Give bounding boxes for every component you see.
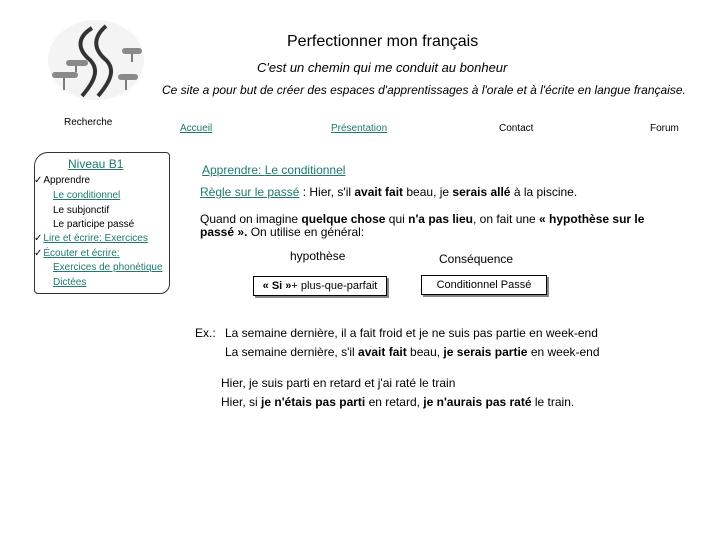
text: : Hier, s'il: [299, 185, 355, 199]
text: le train.: [531, 395, 575, 409]
text: en retard,: [365, 395, 424, 409]
example-2: [225, 345, 600, 359]
sidebar-item-participe-passe[interactable]: Le participe passé: [53, 219, 135, 230]
nav-link-presentation[interactable]: Présentation: [331, 123, 388, 134]
text: avait fait: [354, 185, 404, 199]
heading-part: Apprendre: [202, 163, 259, 177]
sidebar-item-label: Lire et écrire: Exercices: [43, 233, 148, 244]
nav-link-forum[interactable]: Forum: [650, 123, 679, 134]
text: Quand on imagine: [200, 212, 302, 226]
sidebar-item-lire[interactable]: [34, 233, 148, 244]
checkmark-icon: ✓: [34, 248, 43, 259]
site-logo: [48, 20, 148, 100]
nav-link-contact[interactable]: Contact: [499, 123, 534, 134]
sidebar-item-subjonctif[interactable]: Le subjonctif: [53, 205, 110, 216]
example-3: Hier, je suis parti en retard et j'ai raté le train: [221, 376, 456, 390]
text: en week-end: [527, 345, 600, 359]
nav-link-accueil[interactable]: Accueil: [180, 123, 213, 134]
sidebar-link-dictees[interactable]: Dictées: [53, 277, 87, 288]
sidebar-link-conditionnel[interactable]: Le conditionnel: [53, 190, 121, 201]
search-label[interactable]: Recherche: [64, 117, 113, 128]
text: je n'étais pas parti: [261, 395, 366, 409]
text: , on fait une: [473, 212, 540, 226]
text: quelque chose: [301, 212, 386, 226]
text: passé ».: [200, 225, 248, 239]
text: à la piscine.: [510, 185, 578, 199]
page-subtitle: C'est un chemin qui me conduit au bonheur: [257, 60, 508, 75]
consequence-box: Conditionnel Passé: [421, 275, 547, 295]
sidebar-level-title: Niveau B1: [68, 157, 124, 171]
sidebar-item-label: Écouter et écrire:: [43, 248, 120, 259]
text: « Si »: [262, 280, 292, 292]
text: serais allé: [452, 185, 511, 199]
sidebar-link-phonetique[interactable]: Exercices de phonétique: [53, 262, 163, 273]
site-description: Ce site a pour but de créer des espaces d'apprentissages à l'orale et à l'écrite en langue française.: [162, 83, 686, 97]
explanation-line-2: [200, 225, 364, 239]
text: beau,: [406, 345, 444, 359]
sidebar-item-ecouter[interactable]: [34, 248, 120, 259]
page-title: Perfectionner mon français: [287, 33, 479, 50]
example-4: [221, 395, 574, 409]
text: je serais partie: [443, 345, 528, 359]
text: On utilise en général:: [247, 225, 365, 239]
checkmark-icon: ✓: [34, 233, 43, 244]
content-heading: [202, 163, 345, 177]
hypothesis-header: hypothèse: [290, 249, 346, 263]
hypothesis-box: [253, 276, 387, 296]
rule-link[interactable]: Règle sur le passé: [200, 185, 300, 199]
consequence-header: Conséquence: [439, 252, 514, 266]
text: je n'aurais pas raté: [423, 395, 532, 409]
text: qui: [385, 212, 409, 226]
heading-separator: :: [258, 163, 265, 177]
rule-line: [200, 185, 577, 199]
sidebar-item-apprendre[interactable]: [34, 175, 90, 186]
winding-path-logo-icon: [48, 20, 148, 100]
text: « hypothèse sur le: [539, 212, 645, 226]
example-1: La semaine dernière, il a fait froid et je ne suis pas partie en week-end: [225, 326, 598, 340]
text: avait fait: [358, 345, 407, 359]
heading-part: Le conditionnel: [264, 163, 346, 177]
text: La semaine dernière, s'il: [225, 345, 359, 359]
example-label: Ex.:: [195, 326, 216, 340]
sidebar-item-label: Apprendre: [43, 175, 91, 186]
text: + plus-que-parfait: [291, 280, 378, 292]
explanation-line-1: [200, 212, 644, 226]
text: n'a pas lieu: [408, 212, 473, 226]
text: Hier, si: [221, 395, 262, 409]
checkmark-icon: ✓: [34, 175, 43, 186]
text: beau, je: [403, 185, 453, 199]
